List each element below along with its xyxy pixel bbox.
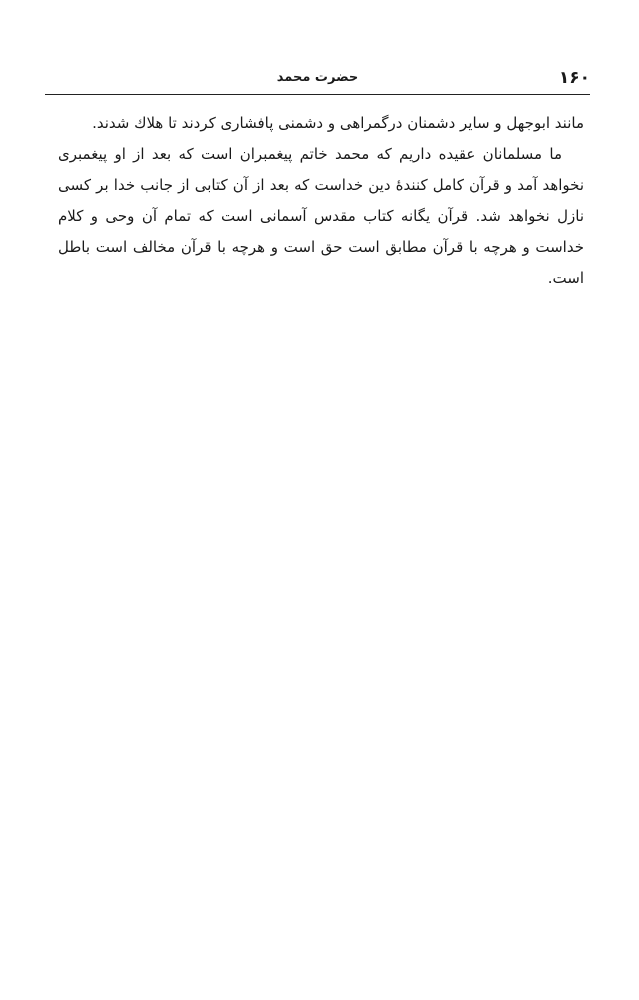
paragraph-continuation: مانند ابوجهل و سایر دشمنان درگمراهی و دشمنی پافشاری کردند تا هلاك شدند. (92, 114, 584, 132)
page-header (45, 64, 590, 94)
header-rule (45, 94, 590, 95)
paragraph-belief: ما مسلمانان عقیده داریم که محمد خاتم پیغمبران است که بعد از او پیغمبری نخواهد آمد و قرآن کامل کنندهٔ دین خداست که بعد از آن کتابی از جانب خدا بر کسی نازل نخواهد شد. قرآن یگانه کتاب مقدس آسمانی است که تمام آن وحی و کلام خداست و هرچه با قرآن مطابق است حق است و هرچه با قرآن مخالف است باطل است. (58, 145, 584, 287)
running-title: حضرت محمد (276, 70, 359, 85)
page-number: ۱۶۰ (558, 68, 590, 88)
body-text (58, 108, 584, 294)
